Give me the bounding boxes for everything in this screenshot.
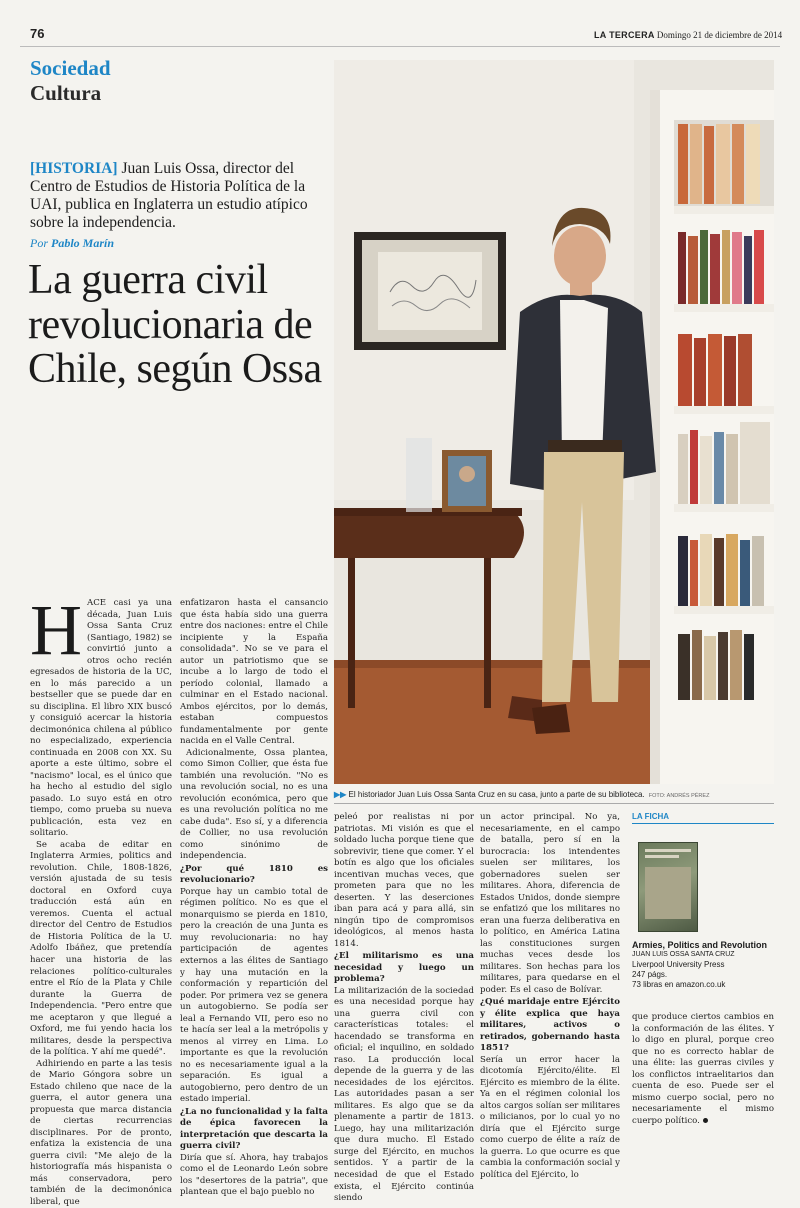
ficha-details xyxy=(632,940,774,990)
paragraph: Adhiriendo en parte a las tesis de Mario Góngora sobre un Estado chileno que nace de la guerra, el autor genera una propuesta que marca distancia de ciertas recurrencias disciplinares. Por de pronto, enfatiza la existencia de una guerra civil: "Me alejo de la historiografía más hispanista o más conservadora, pero también de la decimonónica liberal, que xyxy=(30,1058,172,1207)
byline xyxy=(30,236,114,251)
ficha-heading: LA FICHA xyxy=(632,812,774,824)
body-column-4 xyxy=(480,812,620,1182)
interview-question: ¿Qué maridaje entre Ejército y élite explica que haya militares, activos o retirados, gobernando hasta 1851? xyxy=(480,997,620,1054)
photo-illustration xyxy=(334,60,774,784)
book-publisher: Liverpool University Press xyxy=(632,960,725,969)
headline: La guerra civil revolucionaria de Chile, según Ossa xyxy=(28,257,322,393)
book-title: Armies, Politics and Revolution xyxy=(632,940,768,950)
article-photo xyxy=(334,60,774,784)
book-pages: 247 págs. xyxy=(632,970,668,979)
caption-rule xyxy=(334,803,774,804)
paragraph: Se acaba de editar en Inglaterra Armies, politics and revolution. Chile, 1808-1826, versión ajustada de su tesis doctoral en Oxford cuya traducción está aún en veremos. Cuenta el actual director del Centro de Estudios de Historia Política de la U. Adolfo Ibáñez, que pretendía hacer una historia de las relaciones político-culturales entre el Río de la Plata y Chile durante la Guerra de Independencia. "Pero entre que me aceptaron y que llegué a Oxford, me fui yendo hacia los militares, desde la perspectiva de la política. Y ahí me quedé". xyxy=(30,839,172,1058)
caption-text: El historiador Juan Luis Ossa Santa Cruz en su casa, junto a parte de su biblioteca. xyxy=(348,790,645,799)
paragraph: Sería un error hacer la dicotomía Ejército/élite. El Ejército es miembro de la élite. Ya en el régimen colonial los altos cargos solían ser militares o milicianos, por lo cual yo no diría que el Ejército surge como cuerpo de élite a raíz de la guerra. Lo que ocurre es que cambia la conformación social y política del Ejército, lo xyxy=(480,1054,620,1180)
paragraph: ACE casi ya una década, Juan Luis Ossa Santa Cruz (Santiago, 1982) se convirtió junto a otros ocho recién egresados de historia de la UC, en lo más parecido a un bestseller que se puede dar en su disciplina. El libro XIX buscó y consiguió acercar la historia decimonónica chilena al público no especializado, experiencia continuada en 2008 con XX. Su aporte a este último, sobre el "nacismo" local, es el único que ha hecho al estudio del siglo pasado. Lo suyo está en otro tiempo, como prueba su nueva publicación, esta vez en solitario. xyxy=(30,598,172,839)
masthead xyxy=(594,30,782,40)
interview-question: ¿El militarismo es una necesidad y luego un problema? xyxy=(334,951,474,985)
book-cover xyxy=(638,842,698,932)
byline-author: Pablo Marín xyxy=(51,236,115,250)
paragraph: que produce ciertos cambios en la conformación de las élites. Y lo digo en plural, porque creo que no es correcto hablar de una élite: las guerras civiles y los conflictos intraelitarios dan cuenta de eso. Puede ser el mismo cuerpo social, pero no necesariamente el mismo cuerpo político. xyxy=(632,1012,774,1126)
caption-arrow-icon: ▶▶ xyxy=(334,790,347,799)
end-mark-icon xyxy=(703,1118,708,1123)
body-column-2 xyxy=(180,598,328,1199)
body-column-5 xyxy=(632,1012,774,1127)
body-column-1 xyxy=(30,590,172,1208)
photo-credit: FOTO: ANDRÉS PÉREZ xyxy=(648,793,710,799)
body-column-3 xyxy=(334,812,474,1205)
interview-question: ¿Por qué 1810 es revolucionario? xyxy=(180,863,328,886)
masthead-paper: LA TERCERA xyxy=(594,30,655,40)
interview-question: ¿La no funcionalidad y la falta de épica favorecen la interpretación que descarta la guerra civil? xyxy=(180,1106,328,1152)
page-number: 76 xyxy=(30,26,45,41)
drop-cap: H xyxy=(30,590,82,670)
photo-caption xyxy=(334,790,774,799)
top-rule xyxy=(20,46,780,47)
byline-prefix: Por xyxy=(30,236,48,250)
book-author: JUAN LUIS OSSA SANTA CRUZ xyxy=(632,951,735,959)
paragraph: Adicionalmente, Ossa plantea, como Simon Collier, que ésta fue también una revolución. "No es una revolución social, no es una revolución económica, pero que es una revolución política no me cabe duda". Eso sí, y a diferencia de Collier, no usa revolución como sinónimo de independencia. xyxy=(180,747,328,862)
deck-tag: [HISTORIA] xyxy=(30,160,118,177)
paragraph: enfatizaron hasta el cansancio que ésta había sido una guerra entre dos naciones: entre el Chile incipiente y la España consolidada". No se ve para el autor un patriotismo que se incube a lo largo de todo el período colonial, llamado a culminar en el Estado nacional. Ambos ejércitos, por lo demás, estaban compuestos fundamentalmente por gente nacida en el Valle Central. xyxy=(180,598,328,747)
masthead-date: Domingo 21 de diciembre de 2014 xyxy=(656,30,783,40)
paragraph: Porque hay un cambio total de régimen político. No es que el monarquismo se pierda en 1810, pero la creación de una Junta es muy revolucionaria: no hay participación de agentes externos a las élites de Santiago y hay una mutación en la conformación y repartición del poder. Por primera vez se genera un autogobierno. Se podía ser leal a Fernando VII, pero eso no te hacía ser leal a la metrópolis y menos al virrey en Lima. Lo importante es que la revolución no es necesariamente igual a la separación. Es igual a autogobierno, pero dentro de un estado imperial. xyxy=(180,886,328,1105)
book-price: 73 libras en amazon.co.uk xyxy=(632,980,726,989)
paragraph: un actor principal. No ya, necesariamente, en el campo de batalla, pero sí en la burocracia: los intendentes suelen ser militares, los gobernadores suelen ser militares. Ahora, diferencia de Estados Unidos, donde siempre se enfatizó que los militares no eran una fuerza deliberativa en lo político, en América Latina las constituciones surgen muchas veces desde los militares. Son hechas para los militares, para quedarse en el poder. Es el caso de Bolívar. xyxy=(480,812,620,995)
paragraph: peleó por realistas ni por patriotas. Mi visión es que el soldado lucha porque tiene que sobrevivir, tiene que comer. Y el botín es algo que los oficiales incentivan muchas veces, que prometen para que no les deserten. Y las deserciones iban para acá y para allá, sin ningún tipo de compromisos ideológicos, al menos hasta 1814. xyxy=(334,812,474,949)
shelf-books xyxy=(674,120,774,700)
paragraph: La militarización de la sociedad es una necesidad porque hay una guerra civil con características totales: el hacendado se transforma en oficial; el inquilino, en soldado raso. La producción local depende de la guerra y de las necesidades de los ejércitos. Las autoridades pasan a ser militares. Es algo que se da plenamente a partir de 1813. Luego, hay una militarización que dura mucho. El Estado surge del Ejército, en muchos sentidos. Y a partir de la necesidad de que el Estado exista, el Ejército continúa siendo xyxy=(334,985,474,1204)
paragraph: Diría que sí. Ahora, hay trabajos como el de Leonardo León sobre los "desertores de la patria", que plantean que el bajo pueblo no xyxy=(180,1152,328,1198)
deck-text: Juan Luis Ossa, director del Centro de Estudios de Historia Política de la UAI, publica en Inglaterra un estudio atípico sobre la independencia. xyxy=(30,160,308,232)
article-deck xyxy=(30,160,325,233)
section-label: Sociedad xyxy=(30,56,111,80)
subsection-label: Cultura xyxy=(30,81,102,105)
